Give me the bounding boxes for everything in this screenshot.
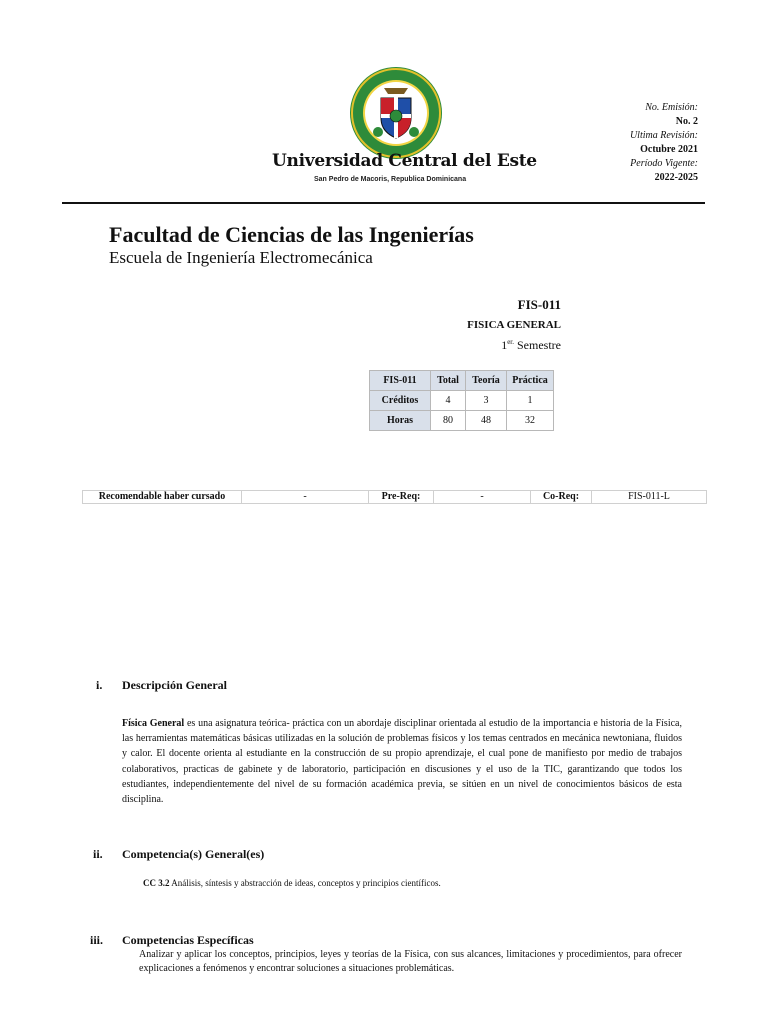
- section-title-specific: Competencias Específicas: [122, 933, 254, 947]
- prereq-label: Pre-Req:: [369, 491, 434, 504]
- section-number-general: i.: [96, 678, 103, 692]
- hours-row: [370, 411, 554, 431]
- recommended-label: Recomendable haber cursado: [83, 491, 242, 504]
- period-value: 2022-2025: [654, 172, 698, 183]
- section-title-general: Descripción General: [122, 678, 227, 692]
- school-title: Escuela de Ingeniería Electromecánica: [109, 248, 373, 267]
- prereq-value: -: [434, 491, 531, 504]
- general-description: [122, 716, 682, 807]
- semester-sup: er.: [507, 338, 514, 346]
- revision-value: Octubre 2021: [640, 144, 698, 155]
- semester: [501, 338, 561, 353]
- revision-label: Ultima Revisión:: [629, 130, 698, 141]
- hours-row-label: Horas: [370, 411, 431, 431]
- university-location: San Pedro de Macoris, Republica Dominicana: [314, 176, 467, 183]
- header-divider: [62, 202, 705, 204]
- emission-value: No. 2: [675, 116, 698, 127]
- hours-theory: 48: [466, 411, 507, 431]
- course-code: FIS-011: [517, 297, 561, 312]
- credits-header-total: Total: [431, 371, 466, 391]
- specific-competencies-text: Analizar y aplicar los conceptos, principios, leyes y teorías de la Física, con sus alcances, limitaciones y procedimientos, para ofrecer explicaciones a fenómenos y encontrar soluciones a situaciones problemáticas.: [139, 949, 682, 974]
- period-label: Período Vigente:: [630, 158, 698, 169]
- university-name: Universidad Central del Este: [272, 151, 537, 171]
- coreq-label: Co-Req:: [531, 491, 592, 504]
- general-description-body: es una asignatura teórica- práctica con un abordaje disciplinar orientada al estudio de la importancia e historia de la Física, las herramientas matemáticas básicas utilizadas en la solución de problemas físicos y los temas centrados en mecánica newtoniana, fluidos y calor. El docente orienta al estudiante en la construcción de su propio aprendizaje, el cual pone de manifiesto por medio de trabajos colaborativos, practicas de gabinete y de laboratorio, participación en discusiones y el uso de la TIC, garantizando que todos los estudiantes, independientemente del nivel de su formación académica previa, se sitúen en un nivel de conocimientos básicos de esta disciplina.: [122, 718, 682, 806]
- section-title-competencies: Competencia(s) General(es): [122, 847, 265, 861]
- general-competency: [143, 878, 441, 888]
- coreq-value: FIS-011-L: [592, 491, 707, 504]
- section-number-competencies: ii.: [93, 847, 103, 861]
- credits-row: [370, 391, 554, 411]
- section-number-specific: iii.: [90, 933, 104, 947]
- recommended-value: -: [242, 491, 369, 504]
- credits-header-code: FIS-011: [370, 371, 431, 391]
- credits-header-theory: Teoría: [466, 371, 507, 391]
- hours-total: 80: [431, 411, 466, 431]
- general-description-lead: Física General: [122, 718, 185, 729]
- hours-practice: 32: [507, 411, 554, 431]
- semester-number: 1: [501, 338, 508, 352]
- credits-total: 4: [431, 391, 466, 411]
- credits-header-practice: Práctica: [507, 371, 554, 391]
- credits-practice: 1: [507, 391, 554, 411]
- credits-header-row: [370, 371, 554, 391]
- credits-theory: 3: [466, 391, 507, 411]
- credits-table: [369, 370, 554, 431]
- prerequisites-row: [83, 491, 707, 504]
- university-seal-logo: [348, 66, 444, 160]
- emission-label: No. Emisión:: [645, 102, 698, 113]
- competency-text: Análisis, síntesis y abstracción de ideas, conceptos y principios científicos.: [169, 878, 441, 888]
- prerequisites-table: [82, 490, 707, 504]
- document-meta: [630, 101, 698, 185]
- semester-word: Semestre: [517, 338, 561, 352]
- faculty-title: Facultad de Ciencias de las Ingenierías: [109, 222, 474, 247]
- competency-code: CC 3.2: [143, 878, 170, 888]
- course-name: FISICA GENERAL: [467, 319, 561, 331]
- credits-row-label: Créditos: [370, 391, 431, 411]
